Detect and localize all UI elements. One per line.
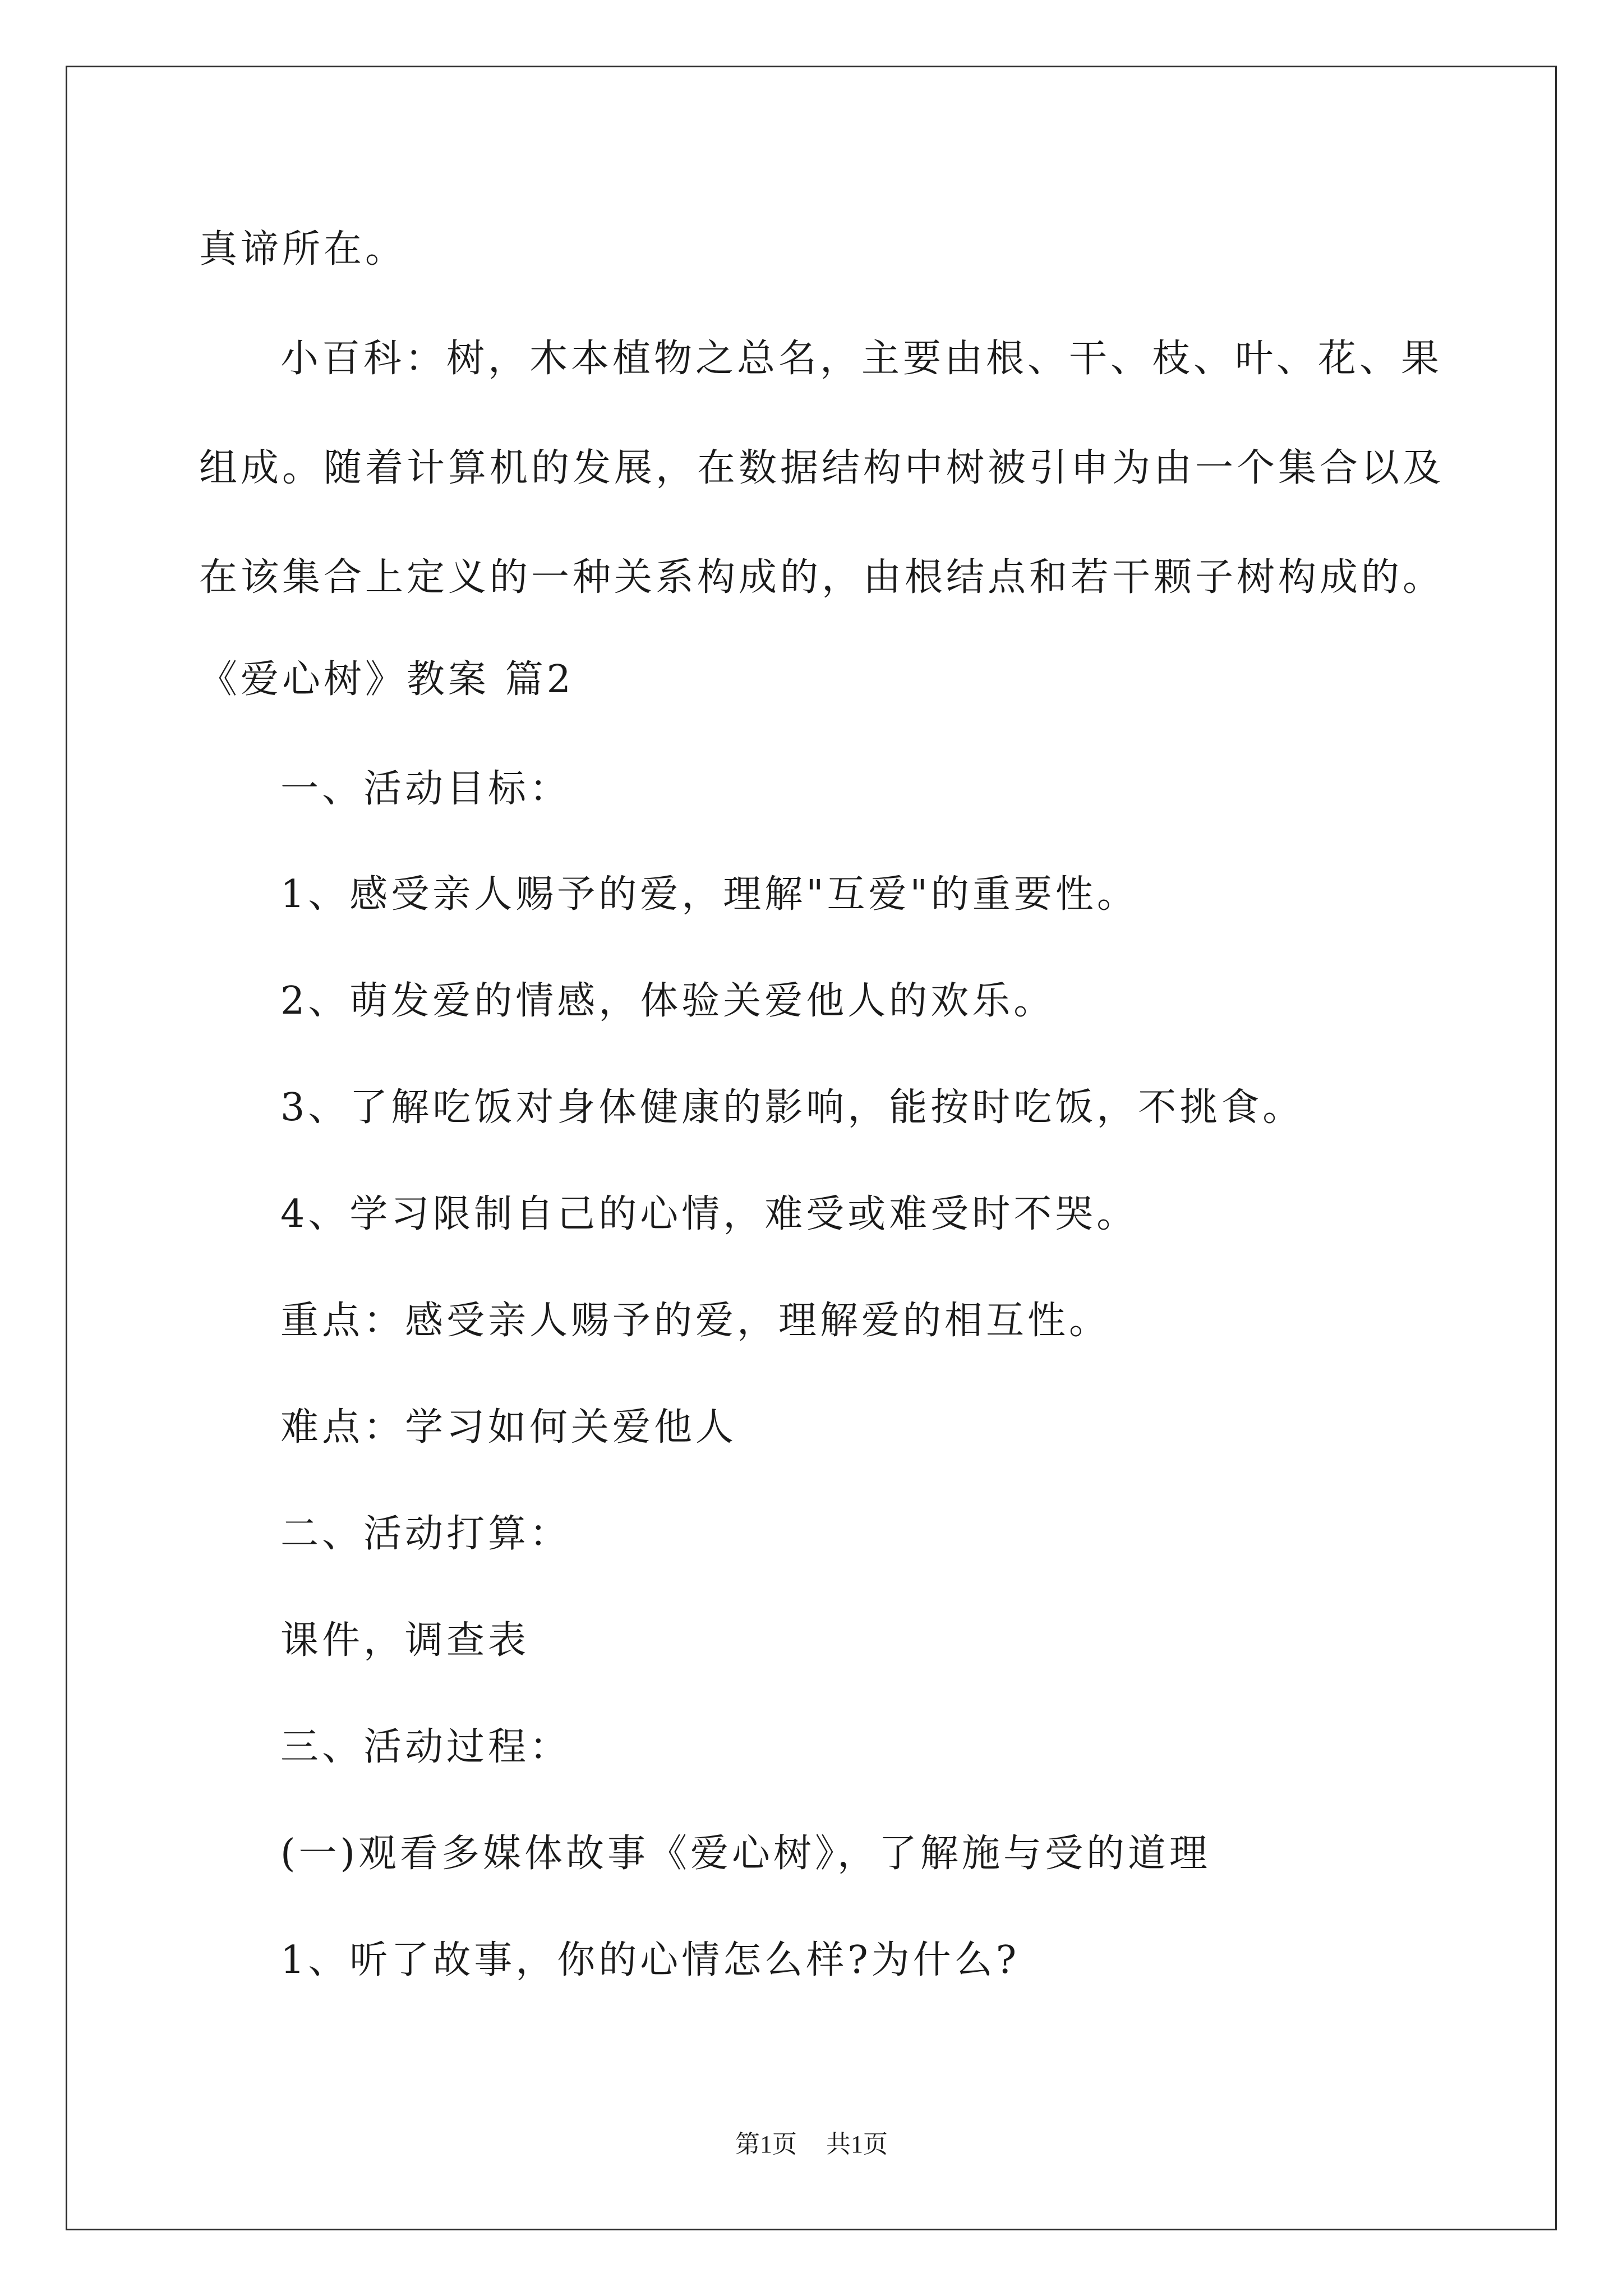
page-number: 第1页: [735, 2131, 797, 2158]
paragraph-line: 3、了解吃饭对身体健康的影响，能按时吃饭，不挑食。: [280, 1085, 1304, 1130]
paragraph-line: 在该集合上定义的一种关系构成的，由根结点和若干颗子树构成的。: [199, 555, 1445, 600]
paragraph-line: (一)观看多媒体故事《爱心树》，了解施与受的道理: [280, 1832, 1211, 1876]
paragraph-line: 二、活动打算：: [280, 1512, 571, 1556]
paragraph-line: 组成。随着计算机的发展，在数据结构中树被引申为由一个集合以及: [199, 446, 1445, 490]
paragraph-line: 难点：学习如何关爱他人: [280, 1405, 737, 1450]
page-total: 共1页: [826, 2131, 888, 2158]
paragraph-line: 重点：感受亲人赐予的爱，理解爱的相互性。: [280, 1299, 1111, 1343]
paragraph-line: 三、活动过程：: [280, 1725, 571, 1769]
page-border: [66, 66, 1557, 2230]
paragraph-line: 2、萌发爱的情感，体验关爱他人的欢乐。: [280, 979, 1055, 1023]
paragraph-line: 1、感受亲人赐予的爱，理解"互爱"的重要性。: [280, 872, 1138, 917]
paragraph-line: 真谛所在。: [199, 227, 407, 272]
paragraph-line: 1、听了故事，你的心情怎么样?为什么?: [280, 1938, 1020, 1982]
paragraph-line: 课件，调查表: [280, 1618, 530, 1663]
section-heading: 《爱心树》教案 篇2: [199, 657, 574, 702]
paragraph-line: 一、活动目标：: [280, 767, 571, 811]
paragraph-line: 4、学习限制自己的心情，难受或难受时不哭。: [280, 1192, 1138, 1236]
paragraph-line: 小百科：树，木本植物之总名，主要由根、干、枝、叶、花、果: [280, 337, 1443, 381]
page-footer: [0, 2129, 1623, 2160]
